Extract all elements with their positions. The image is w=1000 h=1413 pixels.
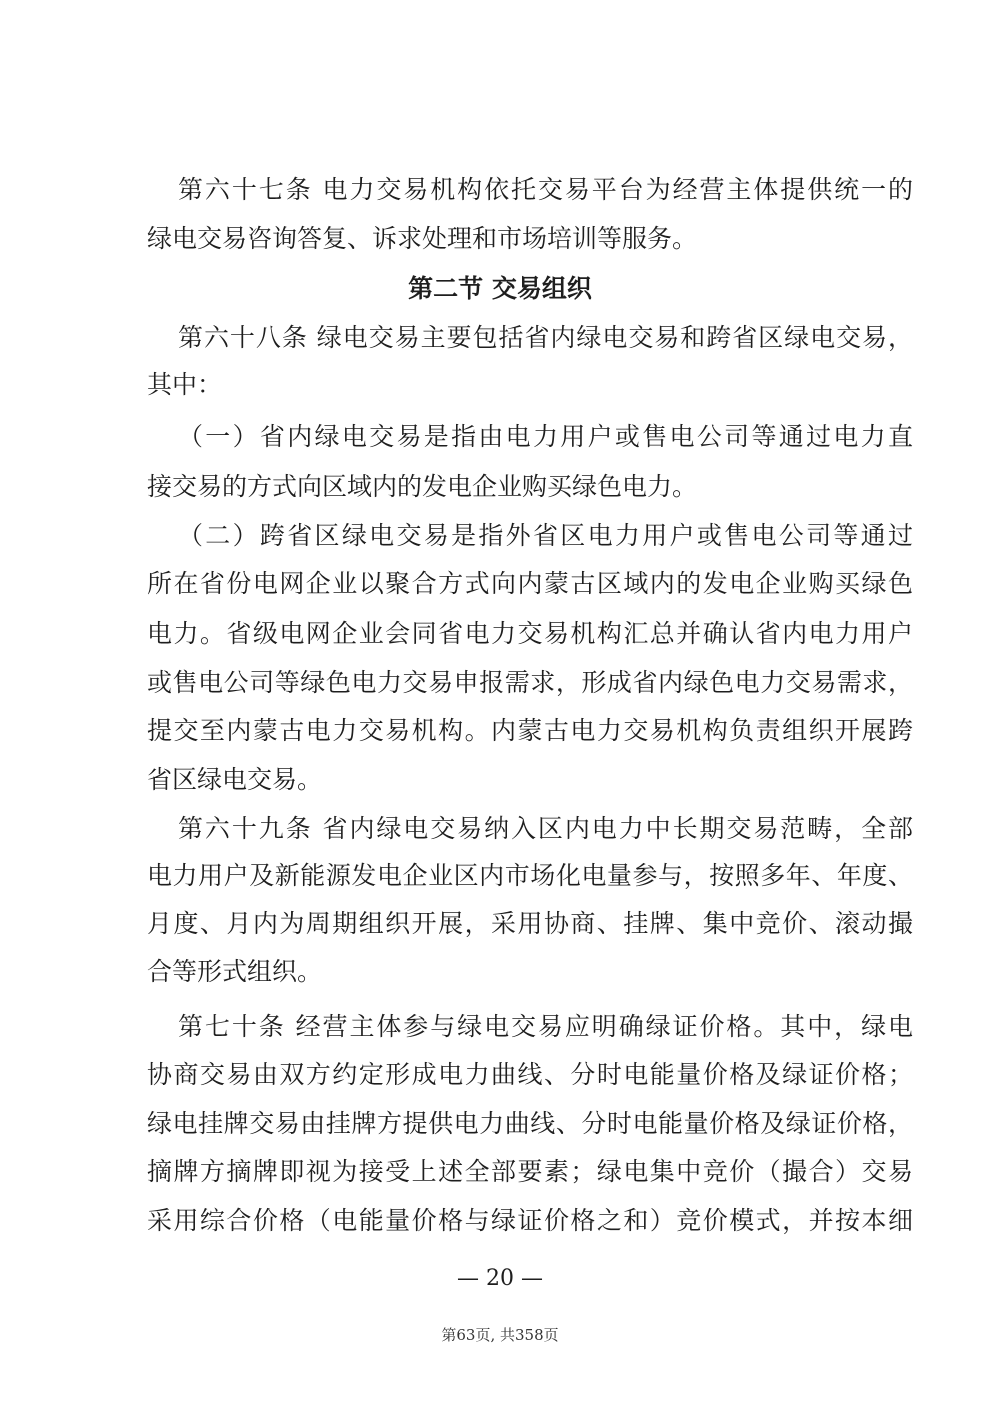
paragraph-line: 或售电公司等绿色电力交易申报需求，形成省内绿色电力交易需求， — [147, 668, 913, 697]
paragraph-line: 电力用户及新能源发电企业区内市场化电量参与，按照多年、年度、 — [147, 861, 913, 890]
paragraph-line: （二）跨省区绿电交易是指外省区电力用户或售电公司等通过 — [178, 521, 913, 550]
paragraph-line: 月度、月内为周期组织开展，采用协商、挂牌、集中竞价、滚动撮 — [147, 909, 913, 938]
paragraph-line: 接交易的方式向区域内的发电企业购买绿色电力。 — [147, 472, 698, 501]
paragraph-line: 摘牌方摘牌即视为接受上述全部要素；绿电集中竞价（撮合）交易 — [147, 1157, 913, 1186]
paragraph-line: 提交至内蒙古电力交易机构。内蒙古电力交易机构负责组织开展跨 — [147, 716, 913, 745]
paragraph-line: 协商交易由双方约定形成电力曲线、分时电能量价格及绿证价格； — [147, 1060, 913, 1089]
paragraph-line: 其中： — [147, 370, 223, 399]
paragraph-line: 采用综合价格（电能量价格与绿证价格之和）竞价模式，并按本细 — [147, 1206, 913, 1235]
paragraph-line: 第六十八条 绿电交易主要包括省内绿电交易和跨省区绿电交易， — [178, 323, 913, 352]
paragraph-line: 省区绿电交易。 — [147, 765, 323, 794]
section-heading: 第二节 交易组织 — [408, 274, 592, 303]
paragraph-line: （一）省内绿电交易是指由电力用户或售电公司等通过电力直 — [178, 422, 913, 451]
paragraph-line: 第六十七条 电力交易机构依托交易平台为经营主体提供统一的 — [178, 175, 913, 204]
paragraph-line: 所在省份电网企业以聚合方式向内蒙古区域内的发电企业购买绿色 — [147, 569, 913, 598]
paragraph-line: 绿电交易咨询答复、诉求处理和市场培训等服务。 — [147, 224, 698, 253]
paragraph-line: 第六十九条 省内绿电交易纳入区内电力中长期交易范畴，全部 — [178, 814, 913, 843]
paragraph-line: 绿电挂牌交易由挂牌方提供电力曲线、分时电能量价格及绿证价格， — [147, 1109, 913, 1138]
page-footer: 第63页, 共358页 — [441, 1326, 559, 1344]
page-number: — 20 — — [457, 1266, 543, 1291]
paragraph-line: 第七十条 经营主体参与绿电交易应明确绿证价格。其中，绿电 — [178, 1012, 913, 1041]
paragraph-line: 电力。省级电网企业会同省电力交易机构汇总并确认省内电力用户 — [147, 619, 913, 648]
paragraph-line: 合等形式组织。 — [147, 957, 323, 986]
